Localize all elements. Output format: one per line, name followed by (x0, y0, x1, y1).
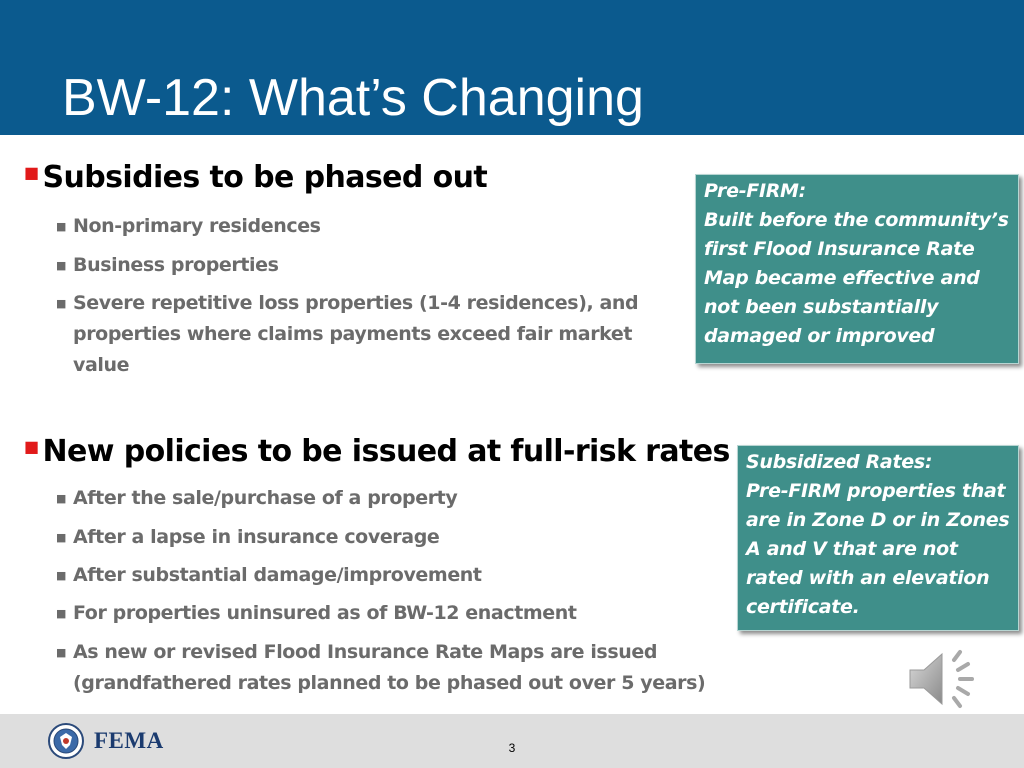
list-item-text: Severe repetitive loss properties (1-4 residences), and properties where claims payments exceed fair market value (73, 292, 639, 376)
callout-pre-firm (695, 174, 1019, 364)
bullet-icon: ■ (56, 607, 66, 620)
list-item-text: After substantial damage/improvement (73, 564, 482, 586)
list-item (56, 560, 656, 591)
speaker-audio-icon[interactable] (906, 648, 978, 710)
list-item-text: After a lapse in insurance coverage (73, 526, 440, 548)
callout-text: Built before the community’s first Flood Insurance Rate Map became effective and not been substantially damaged or improved (704, 209, 1009, 347)
list-item (56, 250, 656, 281)
list-item (56, 522, 656, 553)
list-item-text: Non-primary residences (73, 215, 321, 237)
list-item-text: After the sale/purchase of a property (73, 487, 458, 509)
list-item (56, 211, 656, 242)
list-item (56, 598, 656, 629)
dhs-seal-icon (48, 723, 84, 759)
bullet-icon: ■ (56, 220, 66, 233)
bullet-icon: ■ (56, 259, 66, 272)
list-item (56, 483, 656, 514)
callout-text: Pre-FIRM properties that are in Zone D or in Zones A and V that are not rated with an elevation certificate. (746, 480, 1010, 618)
fema-logo: FEMA (94, 728, 164, 753)
list-item-text: As new or revised Flood Insurance Rate Maps are issued (grandfathered rates planned to be phased out over 5 years) (73, 641, 706, 694)
red-bullet-icon: ■ (24, 163, 39, 182)
slide-title: BW-12: What’s Changing (62, 69, 644, 127)
list-item-text: For properties uninsured as of BW-12 enactment (73, 602, 577, 624)
list-item (56, 637, 736, 699)
list-item-text: Business properties (73, 254, 279, 276)
section-heading-text: New policies to be issued at full-risk rates (42, 434, 730, 469)
bullet-icon: ■ (56, 569, 66, 582)
page-number: 3 (508, 741, 516, 755)
callout-subsidized-rates (737, 445, 1019, 631)
section-heading-text: Subsidies to be phased out (42, 160, 488, 195)
callout-heading: Subsidized Rates: (746, 451, 933, 473)
bullet-icon: ■ (56, 646, 66, 659)
red-bullet-icon: ■ (24, 437, 39, 456)
bullet-icon: ■ (56, 531, 66, 544)
section-heading-full-risk (24, 434, 730, 474)
bullet-icon: ■ (56, 492, 66, 505)
callout-heading: Pre-FIRM: (704, 180, 806, 202)
list-item (56, 288, 656, 381)
section-heading-subsidies (24, 160, 487, 200)
bullet-icon: ■ (56, 297, 66, 310)
